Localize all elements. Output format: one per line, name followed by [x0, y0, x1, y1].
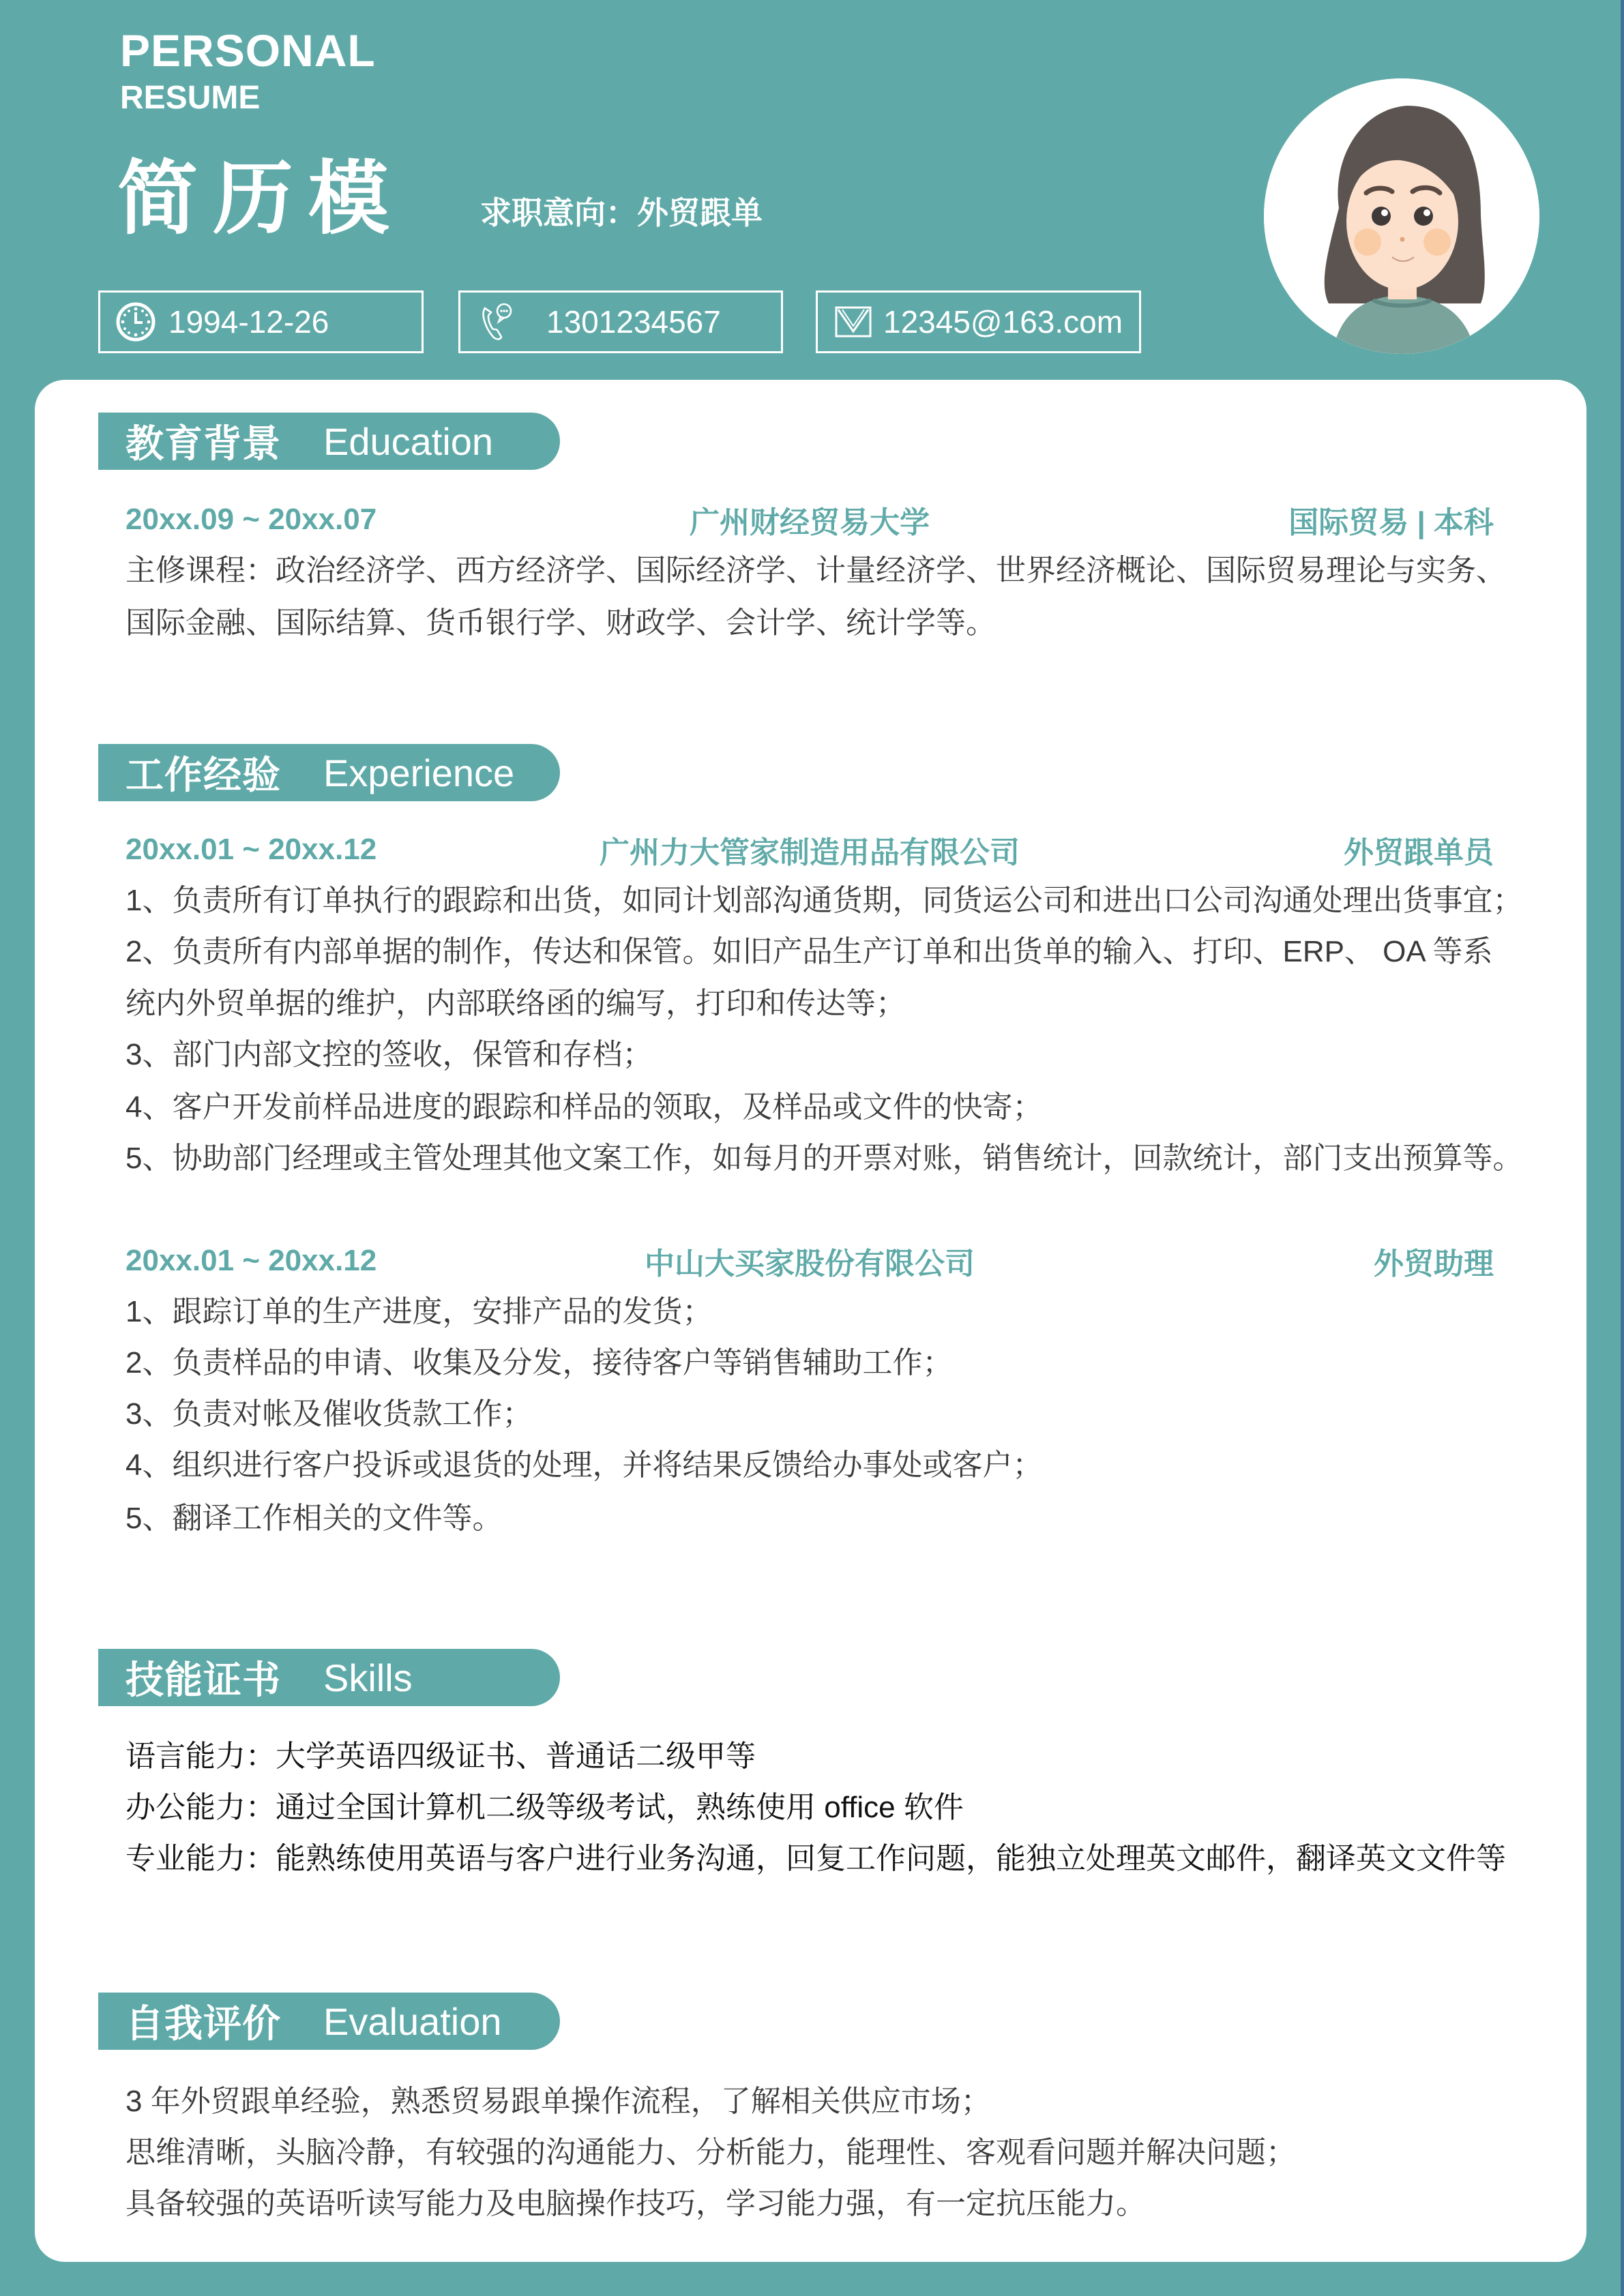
section-title-cn: 教育背景	[126, 422, 281, 465]
job-intent-label: 求职意向：	[480, 195, 637, 230]
job-period: 20xx.01 ~ 20xx.12	[126, 1244, 377, 1277]
birthdate-value: 1994-12-26	[168, 304, 329, 340]
title-resume: RESUME	[120, 80, 261, 116]
job-duty-line: 4、客户开发前样品进度的跟踪和样品的领取，及样品或文件的快寄；	[126, 1090, 1043, 1124]
job-role: 外贸助理	[1374, 1247, 1494, 1281]
job-duty-line: 1、跟踪订单的生产进度，安排产品的发货；	[126, 1295, 713, 1328]
section-header-skills	[98, 1649, 560, 1706]
avatar-portrait-icon	[1264, 78, 1539, 354]
contact-birthdate	[98, 290, 424, 353]
job-duty-line: 4、组织进行客户投诉或退货的处理，并将结果反馈给办事处或客户；	[126, 1448, 1043, 1482]
clock-icon	[115, 301, 156, 342]
phone-icon	[478, 301, 519, 342]
skill-line: 专业能力：能熟练使用英语与客户进行业务沟通，回复工作问题，能独立处理英文邮件，翻译英文文件等	[126, 1842, 1506, 1875]
education-courses-line: 主修课程：政治经济学、西方经济学、国际经济学、计量经济学、世界经济概论、国际贸易理论与实务、	[126, 554, 1506, 587]
section-header-evaluation	[98, 1993, 560, 2050]
job-entry-header	[126, 829, 1494, 870]
job-intent	[480, 191, 763, 235]
education-school: 广州财经贸易大学	[690, 506, 930, 539]
job-duty-line: 1、负责所有订单执行的跟踪和出货，如同计划部沟通货期，同货运公司和进出口公司沟通处理出货事宜；	[126, 884, 1523, 917]
section-header-education	[98, 413, 560, 470]
job-duty-line: 5、翻译工作相关的文件等。	[126, 1502, 503, 1535]
section-title-en: Skills	[323, 1656, 413, 1699]
phone-value: 1301234567	[546, 304, 721, 340]
job-duty-line: 3、负责对帐及催收货款工作；	[126, 1397, 533, 1431]
avatar	[1264, 78, 1539, 354]
section-title-en: Evaluation	[323, 1999, 502, 2043]
title-personal: PERSONAL	[120, 25, 376, 76]
section-header-experience	[98, 744, 560, 801]
email-value: 12345@163.com	[883, 304, 1123, 340]
section-title-en: Experience	[323, 751, 515, 794]
evaluation-line: 具备较强的英语听读写能力及电脑操作技巧，学习能力强，有一定抗压能力。	[126, 2187, 1146, 2220]
job-duty-line: 统内外贸单据的维护，内部联络函的编写，打印和传达等；	[126, 987, 906, 1020]
job-duty-line: 3、部门内部文控的签收，保管和存档；	[126, 1038, 653, 1071]
education-entry-header	[126, 499, 1494, 540]
job-company: 中山大买家股份有限公司	[645, 1247, 975, 1281]
job-role: 外贸跟单员	[1344, 836, 1494, 869]
job-duty-line: 5、协助部门经理或主管处理其他文案工作，如每月的开票对账，销售统计，回款统计，部门支出预算等。	[126, 1142, 1523, 1175]
section-title-cn: 技能证书	[126, 1658, 281, 1701]
skill-line: 语言能力：大学英语四级证书、普通话二级甲等	[126, 1740, 756, 1773]
section-title-cn: 工作经验	[126, 754, 281, 796]
contact-phone	[458, 290, 783, 353]
job-company: 广州力大管家制造用品有限公司	[600, 836, 1020, 869]
contact-email	[816, 290, 1141, 353]
evaluation-line: 3 年外贸跟单经验，熟悉贸易跟单操作流程，了解相关供应市场；	[126, 2085, 991, 2118]
title-chinese: 简历模	[117, 154, 404, 244]
page-edge-strip	[1621, 0, 1624, 2296]
section-title-en: Education	[323, 419, 494, 463]
education-courses-line: 国际金融、国际结算、货币银行学、财政学、会计学、统计学等。	[126, 606, 996, 640]
education-major: 国际贸易 | 本科	[1288, 506, 1494, 539]
section-title-cn: 自我评价	[126, 2002, 281, 2045]
education-period: 20xx.09 ~ 20xx.07	[126, 503, 377, 536]
job-intent-value: 外贸跟单	[637, 195, 763, 230]
job-duty-line: 2、负责样品的申请、收集及分发，接待客户等销售辅助工作；	[126, 1346, 953, 1380]
skill-line: 办公能力：通过全国计算机二级等级考试，熟练使用 office 软件	[126, 1791, 964, 1824]
mail-icon	[834, 304, 872, 340]
job-period: 20xx.01 ~ 20xx.12	[126, 833, 377, 866]
job-entry-header	[126, 1240, 1494, 1281]
job-duty-line: 2、负责所有内部单据的制作，传达和保管。如旧产品生产订单和出货单的输入、打印、ERP、 OA 等系	[126, 935, 1493, 968]
evaluation-line: 思维清晰，头脑冷静，有较强的沟通能力、分析能力，能理性、客观看问题并解决问题；	[126, 2136, 1296, 2169]
